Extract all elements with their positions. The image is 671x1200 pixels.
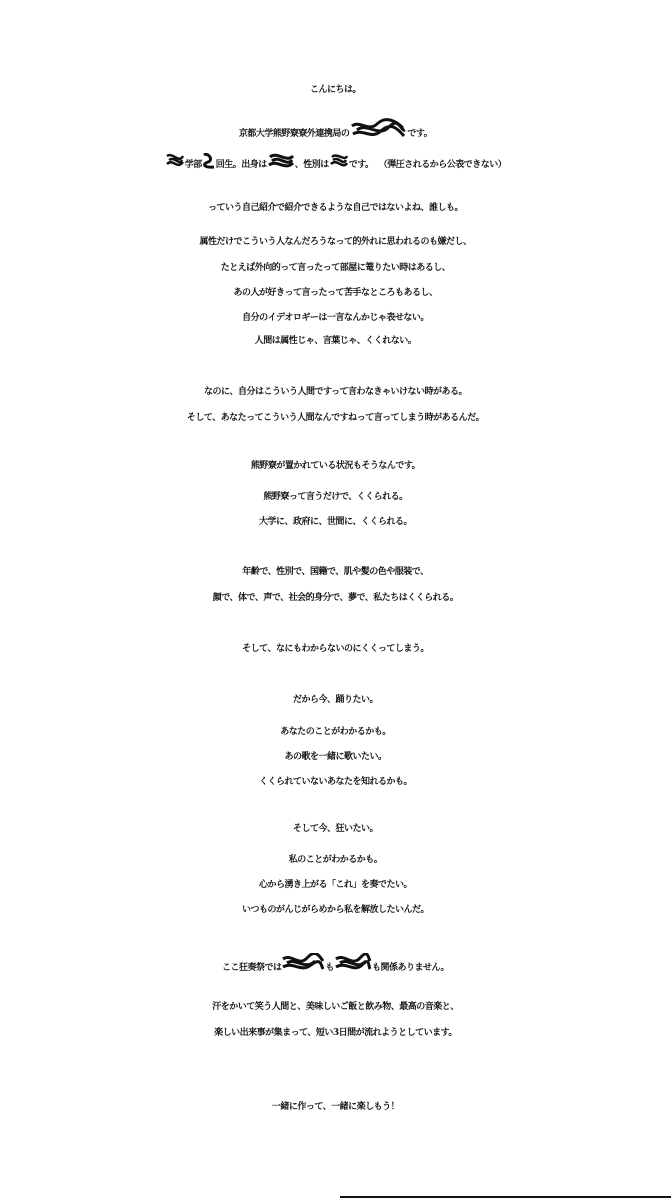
section8-line <box>0 955 671 980</box>
section9-line: 楽しい出来事が集まって、短い3日間が流れようとしています。 <box>214 1028 457 1038</box>
scribble-redaction-icon <box>334 953 372 978</box>
scribble-redaction-icon <box>281 953 325 978</box>
section8-pre: ここ狂奏祭では <box>221 963 282 973</box>
scribble-redaction-icon <box>329 152 349 173</box>
section1-line: 属性だけでこういう人なんだろうなって的外れに思われるのも嫌だし、 <box>199 237 472 247</box>
section7-line: 私のことがわかるかも。 <box>288 855 383 865</box>
section8-post: も関係ありません。 <box>371 963 450 973</box>
year-origin-text: 回生。出身は <box>215 160 267 170</box>
scribble-redaction-icon <box>267 151 295 174</box>
affiliation-suffix: です。 <box>407 129 433 139</box>
bottom-divider <box>340 1196 671 1198</box>
section2-line: そして、あなたってこういう人間なんですねって言ってしまう時があるんだ。 <box>186 413 485 423</box>
intro-affiliation-line <box>0 120 671 147</box>
section1-line: あの人が好きって言ったって苦手なところもあるし、 <box>233 288 438 298</box>
section1-line: 自分のイデオロギーは一言なんかじゃ表せない。 <box>242 313 429 323</box>
section4-line: 年齢で、性別で、国籍で、肌や髪の色や服装で、 <box>242 567 429 577</box>
section3-line: 熊野寮って言うだけで、くくられる。 <box>263 492 408 502</box>
scribble-redaction-icon <box>349 118 407 145</box>
section1-headline: っていう自己紹介で紹介できるような自己ではないよね、誰しも。 <box>207 203 463 213</box>
section7-headline: そして今、狂いたい。 <box>292 824 378 834</box>
section7-line: いつものがんじがらめから私を解放したいんだ。 <box>241 905 429 915</box>
section9-line: 汗をかいて笑う人間と、美味しいご飯と飲み物、最高の音楽と、 <box>212 1002 459 1012</box>
section4-line: 顔で、体で、声で、社会的身分で、夢で、私たちはくくられる。 <box>212 593 459 603</box>
section7-line: 心から湧き上がる「これ」を奏でたい。 <box>258 880 412 890</box>
section6-line: あなたのことがわかるかも。 <box>280 727 391 737</box>
section2-line: なのに、自分はこういう人間ですって言わなきゃいけない時がある。 <box>204 387 467 397</box>
faculty-text: 学部 <box>184 160 202 170</box>
section6-line: あの歌を一緒に歌いたい。 <box>284 752 387 762</box>
section5-line: そして、なにもわからないのにくくってしまう。 <box>242 644 429 654</box>
section1-line: たとえば外向的って言ったって部屋に篭りたい時はあるし、 <box>220 263 451 273</box>
section1-emphasis: 人間は属性じゃ、言葉じゃ、くくれない。 <box>254 336 417 346</box>
gender-text: 、性別は <box>294 160 329 170</box>
section8-mid1: も <box>325 963 334 973</box>
greeting: こんにちは。 <box>309 85 361 95</box>
affiliation-text: 京都大学熊野寮寮外連携局の <box>238 129 350 139</box>
section6-headline: だから今、踊りたい。 <box>292 695 378 705</box>
desu-text: です。 <box>348 160 374 170</box>
closing-line: 一緒に作って、一緒に楽しもう！ <box>271 1102 400 1112</box>
intro-profile-line <box>0 153 671 176</box>
suppression-note: （弾圧されるから公表できない） <box>378 160 507 170</box>
section3-line: 大学に、政府に、世間に、くくられる。 <box>258 517 412 527</box>
section3-headline: 熊野寮が置かれている状況もそうなんです。 <box>250 461 421 471</box>
scribble-redaction-icon <box>202 152 216 173</box>
scribble-redaction-icon <box>165 152 185 173</box>
section6-line: くくられていないあなたを知れるかも。 <box>258 777 412 787</box>
